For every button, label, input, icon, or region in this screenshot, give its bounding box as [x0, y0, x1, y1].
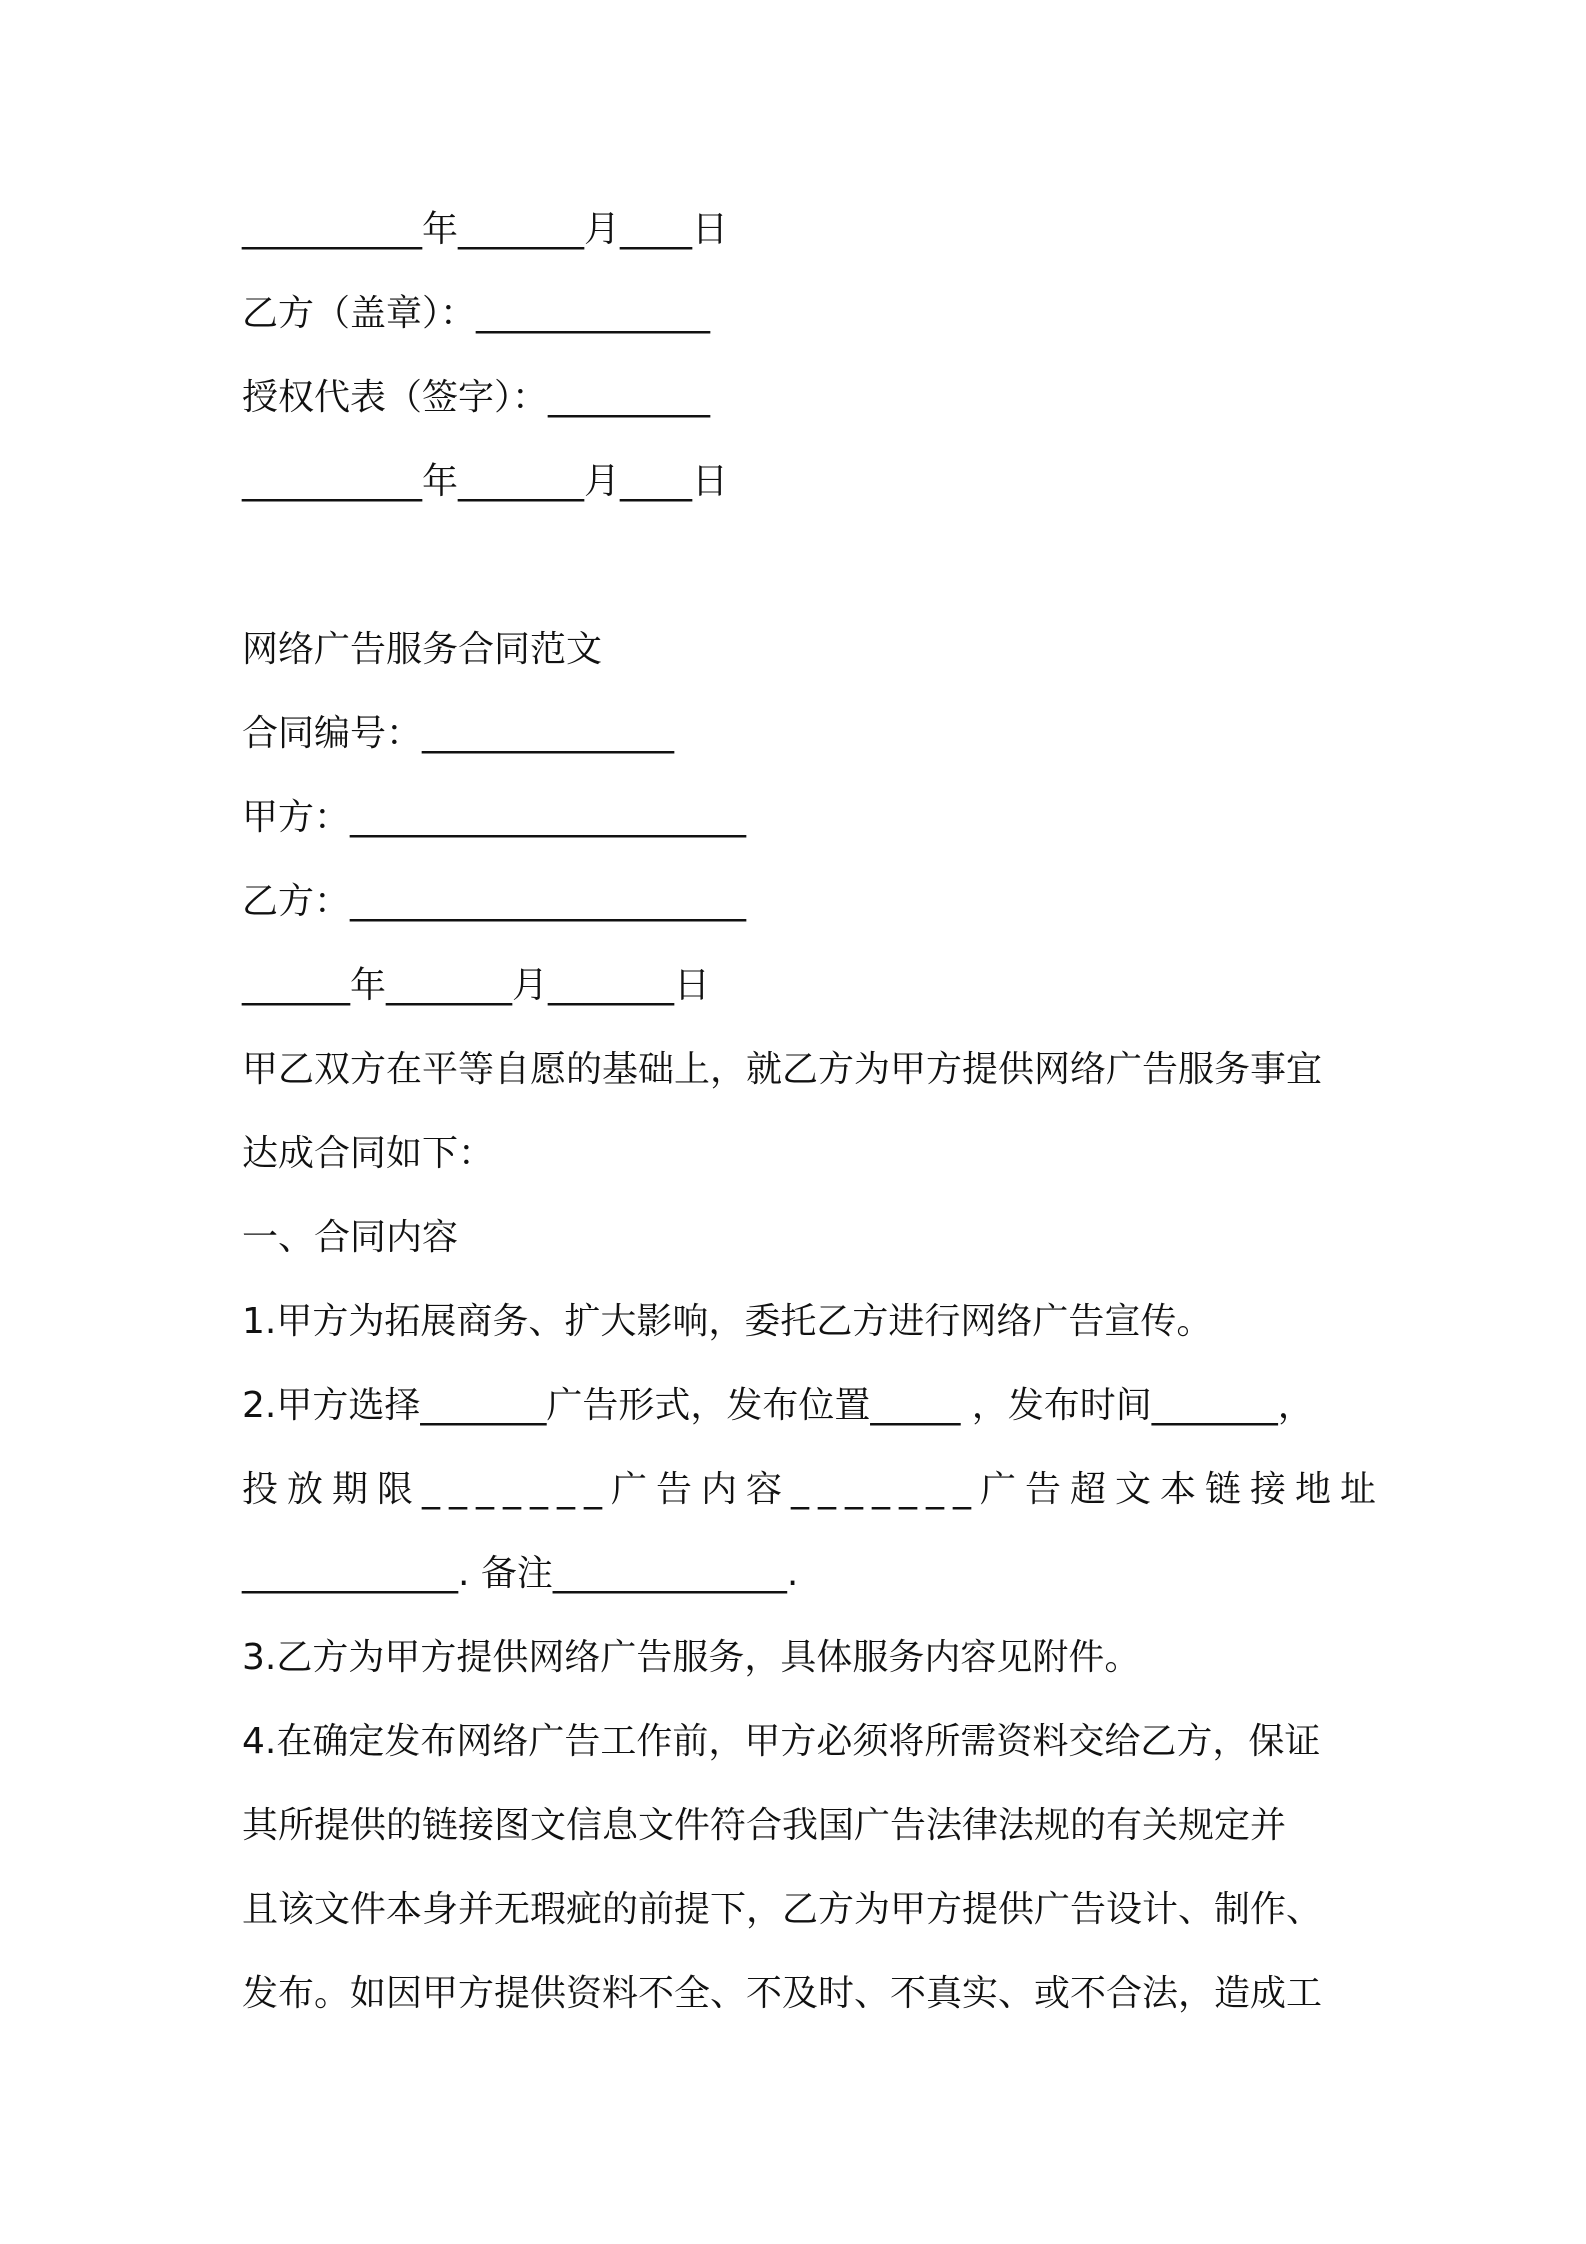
signature-date-line-1: __________年_______月____日 — [242, 209, 728, 250]
authorized-representative-line: 授权代表（签字）：_________ — [242, 377, 711, 418]
party-b-seal-line: 乙方（盖章）：_____________ — [242, 293, 711, 334]
intro-paragraph-line-1: 甲乙双方在平等自愿的基础上，就乙方为甲方提供网络广告服务事宜 — [242, 1049, 1323, 1090]
clause-2-line-1: 2.甲方选择_______广告形式，发布位置_____ ，发布时间_______， — [242, 1385, 1314, 1426]
party-b-line: 乙方：______________________ — [242, 881, 747, 922]
intro-paragraph-line-2: 达成合同如下： — [242, 1133, 495, 1174]
contract-date-line: ______年_______月_______日 — [242, 965, 710, 1006]
clause-4-line-4: 发布。如因甲方提供资料不全、不及时、不真实、或不合法，造成工 — [242, 1973, 1323, 2014]
clause-2-line-3: ____________. 备注_____________. — [242, 1553, 799, 1594]
clause-4-line-3: 且该文件本身并无瑕疵的前提下，乙方为甲方提供广告设计、制作、 — [242, 1889, 1323, 1930]
clause-4-line-2: 其所提供的链接图文信息文件符合我国广告法律法规的有关规定并 — [242, 1805, 1287, 1846]
clause-1: 1.甲方为拓展商务、扩大影响，委托乙方进行网络广告宣传。 — [242, 1301, 1213, 1342]
contract-title: 网络广告服务合同范文 — [242, 629, 603, 670]
signature-date-line-2: __________年_______月____日 — [242, 461, 728, 502]
clause-3: 3.乙方为甲方提供网络广告服务，具体服务内容见附件。 — [242, 1637, 1141, 1678]
clause-2-line-2: 投放期限_______广告内容_______广告超文本链接地址 — [242, 1469, 1386, 1510]
contract-number-line: 合同编号：______________ — [242, 713, 675, 754]
party-a-line: 甲方：______________________ — [242, 797, 747, 838]
clause-4-line-1: 4.在确定发布网络广告工作前，甲方必须将所需资料交给乙方，保证 — [242, 1721, 1321, 1762]
section-heading-contract-content: 一、合同内容 — [242, 1217, 459, 1258]
